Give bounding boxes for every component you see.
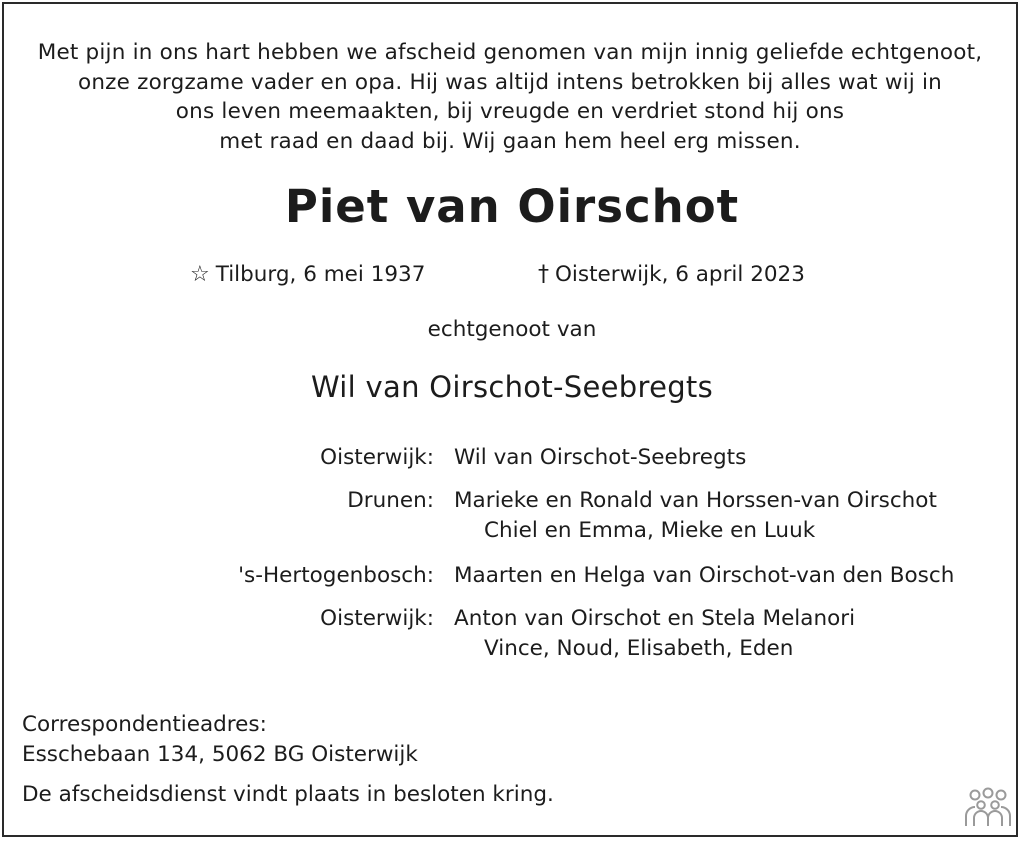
service-note: De afscheidsdienst vindt plaats in besloten kring. [22, 782, 554, 807]
relative-names [454, 561, 954, 591]
star-icon: ☆ [190, 262, 210, 287]
spouse-intro: echtgenoot van [427, 317, 597, 342]
relative-place: Oisterwijk: [320, 606, 434, 631]
relative-names [454, 486, 937, 546]
correspondence-label: Correspondentieadres: [22, 712, 267, 737]
death-text: Oisterwijk, 6 april 2023 [555, 262, 805, 287]
intro-line: ons leven meemaakten, bij vreugde en verdriet stond hij ons [175, 99, 845, 124]
relative-names [454, 604, 855, 664]
family-people-icon [962, 786, 1014, 828]
intro-text [0, 38, 1020, 156]
relative-name-line: Marieke en Ronald van Horssen-van Oirschot [454, 488, 937, 513]
relative-names [454, 443, 746, 473]
spouse-name: Wil van Oirschot-Seebregts [310, 370, 714, 404]
relative-name-line: Chiel en Emma, Mieke en Luuk [484, 518, 816, 543]
relative-place: 's-Hertogenbosch: [238, 563, 434, 588]
intro-line: Met pijn in ons hart hebben we afscheid genomen van mijn innig geliefde echtgenoot, [37, 40, 983, 65]
correspondence-address: Esschebaan 134, 5062 BG Oisterwijk [22, 742, 418, 767]
birth-text: Tilburg, 6 mei 1937 [215, 262, 426, 287]
intro-line: onze zorgzame vader en opa. Hij was altijd intens betrokken bij alles wat wij in [77, 69, 943, 95]
relative-name-line: Wil van Oirschot-Seebregts [454, 445, 747, 470]
relative-name-line: Vince, Noud, Elisabeth, Eden [484, 636, 794, 661]
death-info [538, 262, 805, 287]
intro-line: met raad en daad bij. Wij gaan hem heel erg missen. [219, 128, 801, 154]
correspondence [22, 710, 418, 770]
relative-place: Drunen: [347, 488, 434, 513]
deceased-name: Piet van Oirschot [284, 180, 740, 233]
cross-icon: † [538, 262, 549, 287]
birth-info [190, 262, 425, 287]
relative-name-line: Maarten en Helga van Oirschot-van den Bosch [454, 563, 955, 588]
relative-place: Oisterwijk: [320, 445, 434, 470]
relative-name-line: Anton van Oirschot en Stela Melanori [454, 606, 856, 631]
